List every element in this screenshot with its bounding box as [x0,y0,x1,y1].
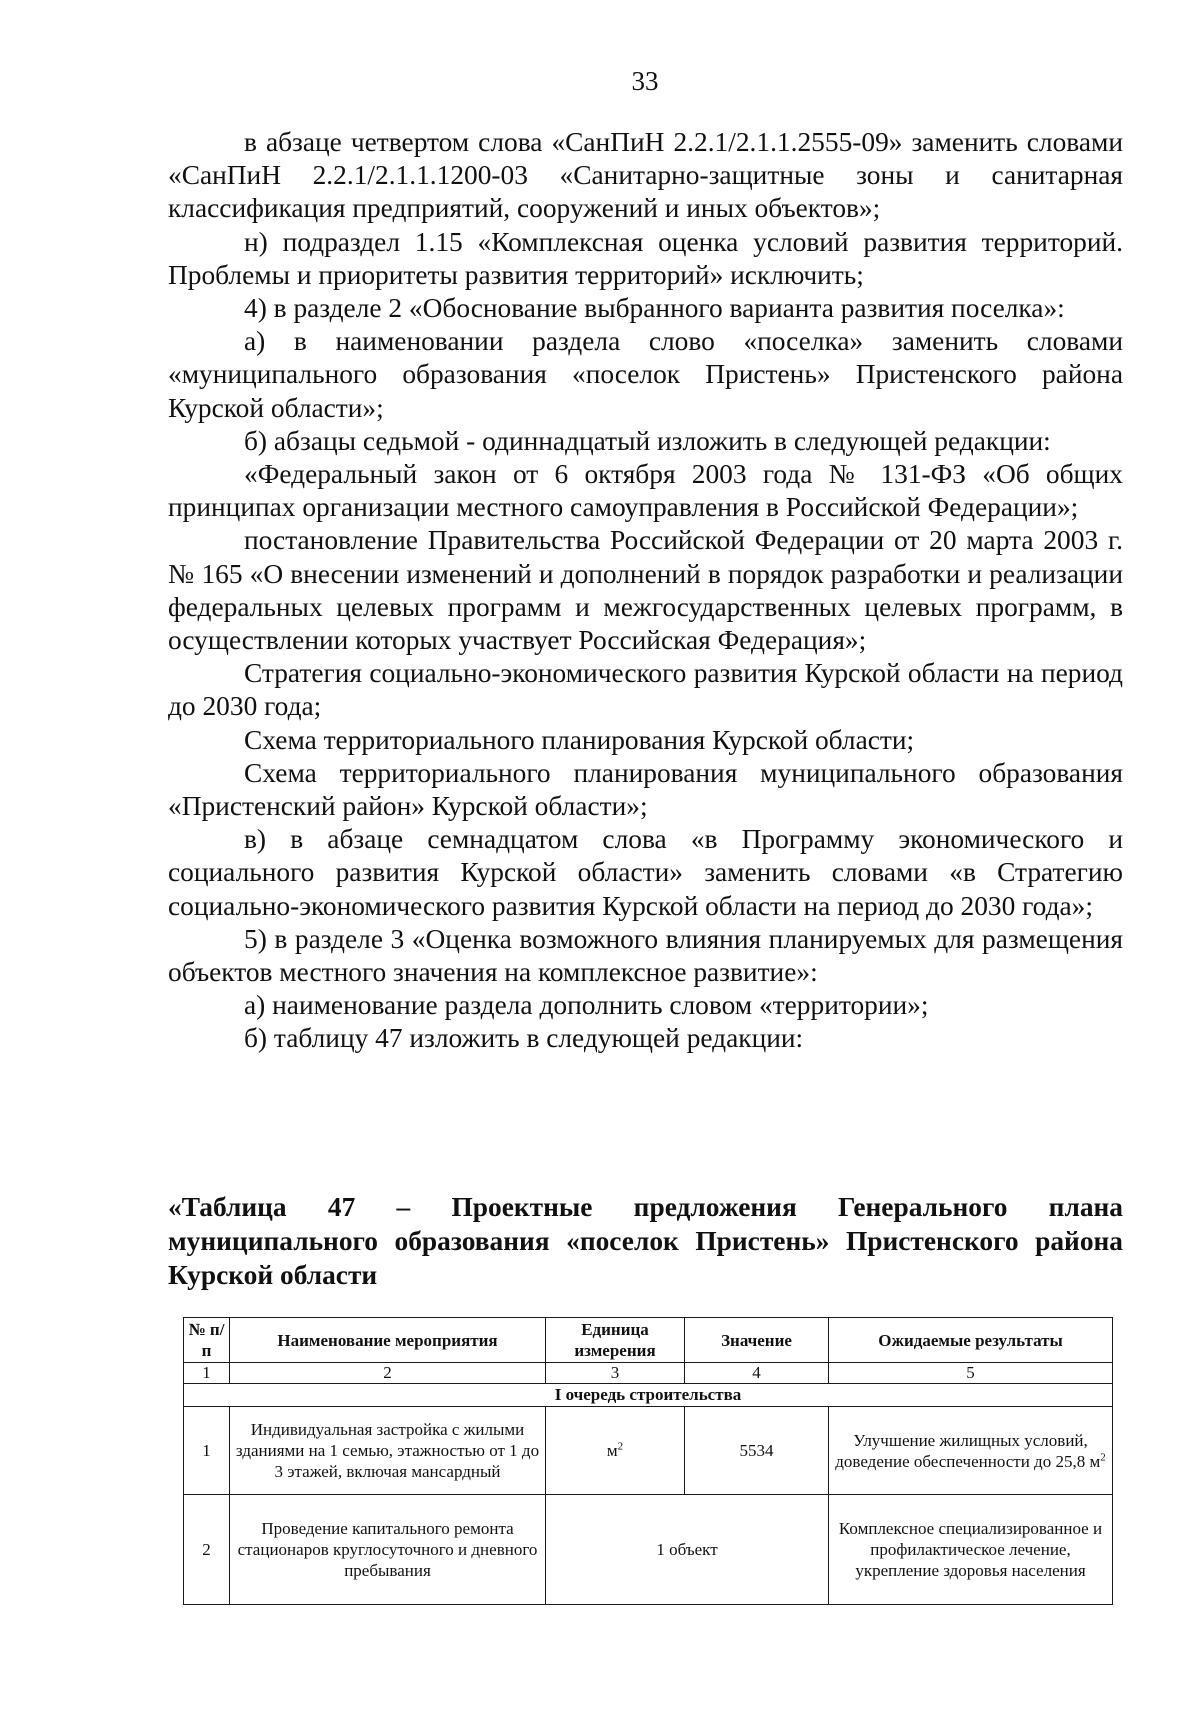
paragraph: 5) в разделе 3 «Оценка возможного влияния планируемых для размещения объектов местного значения на комплексное развитие»: [168,923,1123,988]
paragraph: постановление Правительства Российской Федерации от 20 марта 2003 г. № 165 «О внесении изменений и дополнений в порядок разработки и реализации федеральных целевых программ и межгосударственных целевых программ, в осуществлении которых участвует Российская Федерация»; [168,525,1123,656]
paragraph: Схема территориального планирования муниципального образования «Пристенский район» Курской области»; [168,757,1123,822]
header-cell: Ожидаемые результаты [829,1318,1113,1363]
row-number: 2 [184,1495,230,1605]
paragraph: Схема территориального планирования Курской области; [244,724,915,755]
unit-value-cell: 1 объект [546,1495,829,1605]
paragraph: «Федеральный закон от 6 октября 2003 года № 131-ФЗ «Об общих принципах организации местного самоуправления в Российской Федерации»; [168,459,1123,523]
section-row [184,1384,1113,1407]
paragraph: а) в наименовании раздела слово «поселка» заменить словами «муниципального образования «поселок Пристень» Пристенского района Курской области»; [168,326,1123,423]
page-number: 33 [631,66,659,96]
paragraph: в) в абзаце семнадцатом слова «в Программу экономического и социального развития Курской области» заменить словами «в Стратегию социально-экономического развития Курской области на период до 2030 года»; [168,824,1123,921]
measure-name: Проведение капитального ремонта стационаров круглосуточного и дневного пребывания [230,1495,546,1605]
paragraph: Стратегия социально-экономического развития Курской области на период до 2030 года; [168,658,1123,722]
result-text: Улучшение жилищных условий, доведение обеспеченности до 25,8 м [835,1430,1101,1471]
result-cell: Комплексное специализированное и профилактическое лечение, укрепление здоровья населения [829,1495,1113,1605]
paragraph: а) наименование раздела дополнить словом «территории»; [244,990,929,1021]
header-cell: Значение [685,1318,829,1363]
column-number-row [184,1363,1113,1384]
unit: м [606,1441,618,1460]
column-number: 5 [829,1363,1113,1384]
unit-superscript: 2 [617,1440,624,1453]
body-text [168,126,1123,1056]
column-number: 4 [685,1363,829,1384]
table-title: «Таблица 47 – Проектные предложения Генерального плана муниципального образования «поселок Пристень» Пристенского района Курской области [168,1192,1123,1290]
paragraph: б) таблицу 47 изложить в следующей редакции: [244,1023,804,1054]
row-number: 1 [184,1407,230,1495]
header-cell: № п/п [184,1318,230,1363]
paragraph: н) подраздел 1.15 «Комплексная оценка условий развития территорий. Проблемы и приоритеты развития территорий» исключить; [168,226,1123,290]
measure-name: Индивидуальная застройка с жилыми зданиями на 1 семью, этажностью от 1 до 3 этажей, включая мансардный [230,1407,546,1495]
paragraph: б) абзацы седьмой - одиннадцатый изложить в следующей редакции: [244,425,1051,456]
paragraph: 4) в разделе 2 «Обоснование выбранного варианта развития поселка»: [244,293,1065,324]
value-cell: 5534 [685,1407,829,1495]
column-number: 1 [184,1363,230,1384]
column-number: 2 [230,1363,546,1384]
paragraph: в абзаце четвертом слова «СанПиН 2.2.1/2.1.1.2555-09» заменить словами «СанПиН 2.2.1/2.1.1.1200-03 «Санитарно-защитные зоны и санитарная классификация предприятий, сооружений и иных объектов»; [168,127,1123,224]
table-row [184,1495,1113,1605]
column-number: 3 [546,1363,685,1384]
result-cell [829,1407,1113,1495]
unit-cell [546,1407,685,1495]
section-label: I очередь строительства [184,1384,1113,1407]
header-cell: Единица измерения [546,1318,685,1363]
table-header-row [184,1318,1113,1363]
result-superscript: 2 [1100,1450,1106,1463]
proposals-table [183,1317,1113,1605]
table-row [184,1407,1113,1495]
header-cell: Наименование мероприятия [230,1318,546,1363]
